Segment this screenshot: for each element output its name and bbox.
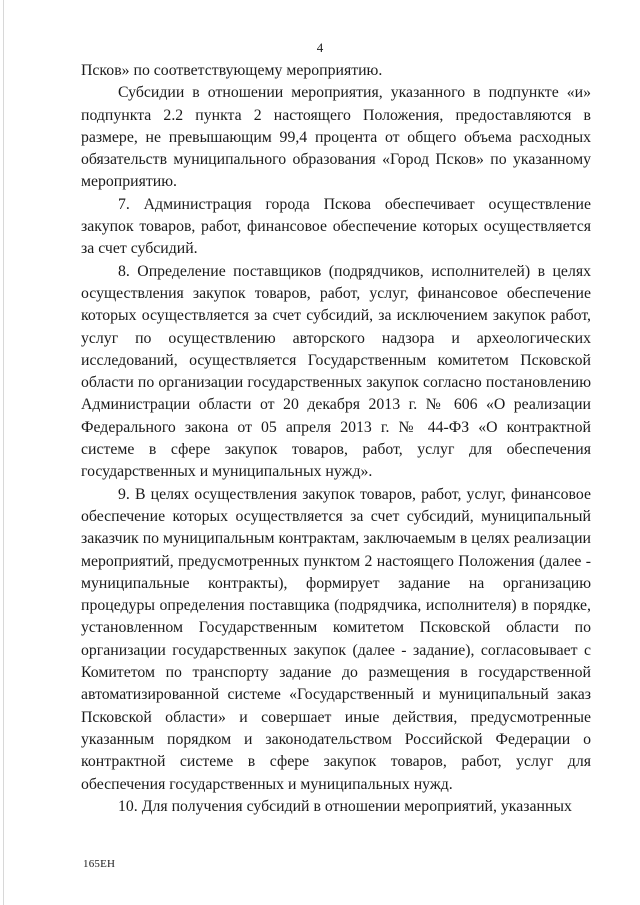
document-body — [81, 60, 591, 818]
paragraph-item-8: 8. Определение поставщиков (подрядчиков, исполнителей) в целях осуществления закупок товаров, работ, услуг, финансовое обеспечение которых осуществляется за счет субсидий, за исключением закупок работ, услуг по осуществлению авторского надзора и археологических исследований, осуществляется Государственным комитетом Псковской области по организации государственных закупок согласно постановлению Администрации области от 20 декабря 2013 г. № 606 «О реализации Федерального закона от 05 апреля 2013 г. № 44-ФЗ «О контрактной системе в сфере закупок товаров, работ, услуг для обеспечения государственных и муниципальных нужд». — [81, 262, 591, 481]
paragraph-subsidy-limit: Субсидии в отношении мероприятия, указанного в подпункте «и» подпункта 2.2 пункта 2 настоящего Положения, предоставляются в размере, не превышающим 99,4 процента от общего объема расходных обязательств муниципального образования «Город Псков» по указанному мероприятию. — [81, 84, 591, 191]
paragraph-continuation: Псков» по соответствующему мероприятию. — [81, 62, 383, 79]
paragraph-item-7: 7. Администрация города Пскова обеспечивает осуществление закупок товаров, работ, финансовое обеспечение которых осуществляется за счет субсидий. — [81, 195, 591, 258]
paragraph-item-10: 10. Для получения субсидий в отношении мероприятий, указанных — [118, 797, 572, 815]
paragraph-item-9: 9. В целях осуществления закупок товаров, работ, услуг, финансовое обеспечение которых осуществляется за счет субсидий, муниципальный заказчик по муниципальным контрактам, заключаемым в целях реализации мероприятий, предусмотренных пунктом 2 настоящего Положения (далее - муниципальные контракты), формирует задание на организацию процедуры определения поставщика (подрядчика, исполнителя) в порядке, установленном Государственным комитетом Псковской области по организации государственных закупок (далее - задание), согласовывает с Комитетом по транспорту задание до размещения в государственной автоматизированной системе «Государственный и муниципальный заказ Псковской области» и совершает иные действия, предусмотренные указанным порядком и законодательством Российской Федерации о контрактной системе в сфере закупок товаров, работ, услуг для обеспечения государственных и муниципальных нужд. — [81, 485, 591, 793]
document-code: 165ЕН — [83, 858, 116, 870]
page-number: 4 — [316, 40, 324, 55]
page-edge — [3, 0, 4, 905]
